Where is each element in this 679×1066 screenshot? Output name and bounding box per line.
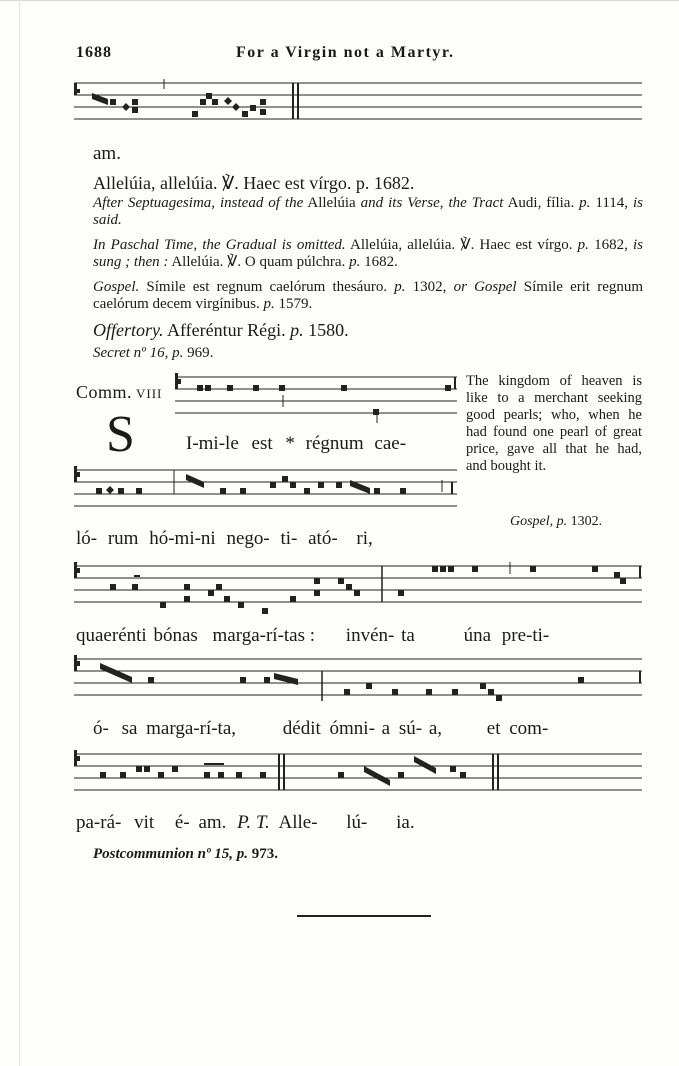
page-edge-left	[19, 0, 20, 1066]
chant-staff-2	[74, 466, 457, 516]
rubric-chant-name: fília.	[546, 195, 575, 211]
rubric-text: or Gospel	[453, 279, 517, 295]
lyric-syllable: am.	[198, 812, 227, 833]
rubric-label: Gospel.	[93, 279, 140, 295]
lyric-syllable: pre-ti-	[501, 625, 550, 646]
rubric-chant-name: erit regnum caelórum decem virgínibus.	[93, 279, 644, 312]
secret-line	[93, 345, 213, 362]
rubric-chant-name: Allelúia, allelúia. ℣. Haec est	[350, 237, 533, 253]
lyric-syllable: cae-	[374, 433, 407, 454]
rubric-gospel	[75, 279, 643, 313]
lyric-syllable: ta	[401, 625, 415, 646]
page-ref-number: 1579.	[278, 296, 313, 312]
translation-text: The kingdom of heaven is like to a merchant seeking good pearls; who, when he had found one pearl of great price, gave all that he had, and bought it.	[466, 373, 642, 474]
rubric-chant-name: vírgo.	[537, 237, 573, 253]
lyric-syllable: a	[381, 718, 391, 739]
running-head	[76, 44, 642, 68]
lyric-syllable: régnum	[305, 433, 364, 454]
rubric-chant-name: Símile est regnum caelórum thesáuro.	[146, 279, 388, 295]
rubric-text: and its Verse, the Tract	[360, 195, 504, 211]
lyric-syllable: vit	[134, 812, 155, 833]
chant-staff-5	[74, 750, 642, 804]
postcommunion-line	[93, 846, 278, 863]
lyric-syllable: ri,	[356, 528, 373, 549]
lyric-syllable: bónas	[153, 625, 198, 646]
page-ref-p: p.	[263, 296, 275, 312]
lyric-syllable: hó-mi-ni	[149, 528, 216, 549]
translation-reference	[510, 514, 602, 530]
lyric-syllable: ti-	[280, 528, 298, 549]
lyric-syllable: é-	[174, 812, 190, 833]
rubric-after-septuagesima	[75, 195, 643, 229]
lyric-syllable: I-mi-le	[186, 433, 239, 454]
communion-label	[76, 382, 162, 403]
lyric-syllable: marga-rí-tas :	[212, 625, 316, 646]
page-ref-p: p.	[556, 514, 568, 529]
lyric-syllable: am.	[93, 143, 121, 164]
lyric-syllable: marga-rí-ta,	[146, 718, 237, 739]
page-ref-p: p.	[349, 254, 361, 270]
postcommunion-label: Postcommunion nº 15,	[93, 846, 233, 862]
page-ref-number: 1114,	[595, 195, 629, 211]
lyric-syllable: rum	[107, 528, 139, 549]
page-number: 1688	[76, 44, 112, 61]
offertory-text: Afferéntur Régi.	[167, 320, 286, 340]
rubric-chant-name: Allelúia	[307, 195, 356, 211]
rubric-text: is said.	[93, 195, 644, 228]
page-ref-number: 1682.	[364, 254, 398, 270]
page-ref-number: 973.	[251, 846, 278, 862]
running-title: For a Virgin not a Martyr.	[236, 44, 455, 61]
rubric-chant-name: Audi,	[507, 195, 542, 211]
lyric-syllable: ó-	[93, 718, 109, 739]
lyric-syllable: invén-	[345, 625, 395, 646]
alleluia-line: Allelúia, allelúia. ℣. Haec est vírgo. p. 1682.	[93, 173, 415, 193]
page-ref-p: p.	[577, 237, 589, 253]
lyric-syllable: ló-	[76, 528, 98, 549]
rubric-chant-name: Allelúia. ℣. O quam púlchra.	[171, 254, 346, 270]
page-ref-number: 969.	[187, 345, 214, 361]
page-ref-number: 1580.	[308, 320, 349, 340]
page-ref-p: p.	[172, 345, 184, 361]
lyric-syllable: ató-	[308, 528, 338, 549]
lyric-syllable: com-	[509, 718, 549, 739]
page-ref-p: p.	[236, 846, 248, 862]
rubric-text: is sung ; then :	[93, 237, 643, 270]
rubric-text: In Paschal Time, the Gradual is omitted.	[93, 237, 346, 253]
lyric-line-4	[93, 718, 548, 740]
lyric-syllable: nego-	[226, 528, 270, 549]
lyric-syllable: est	[251, 433, 273, 454]
lyric-syllable: pa-rá-	[76, 812, 122, 833]
rubric-chant-name: Símile	[523, 279, 563, 295]
chant-staff-4	[74, 655, 642, 709]
section-end-rule	[297, 915, 431, 917]
chant-staff-3	[74, 562, 642, 616]
lyric-syllable: sú-	[398, 718, 423, 739]
page-ref-p: p.	[290, 320, 304, 340]
drop-initial: S	[106, 406, 135, 463]
page-ref-number: 1682,	[594, 237, 628, 253]
lyric-syllable: lú-	[346, 812, 368, 833]
rubric-text: After Septuagesima, instead of the	[93, 195, 304, 211]
lyric-line-1	[186, 433, 406, 455]
paschal-time-marker: P. T.	[237, 812, 270, 833]
translation-ref-label: Gospel,	[510, 514, 554, 529]
lyric-line-2	[76, 528, 373, 550]
chant-staff-0	[74, 79, 642, 129]
lyric-line-0	[93, 143, 121, 165]
chant-staff-1	[175, 373, 457, 423]
lyric-syllable: a,	[428, 718, 443, 739]
secret-label: Secret nº 16,	[93, 345, 169, 361]
page-ref-number: 1302,	[412, 279, 447, 295]
offertory-line	[93, 319, 643, 341]
page-ref-p: p.	[579, 195, 591, 211]
lyric-line-3	[76, 625, 549, 647]
offertory-label: Offertory.	[93, 320, 164, 340]
communion-title: Comm.	[76, 382, 133, 402]
lyric-asterisk: *	[285, 433, 295, 454]
rubric-paschal-time	[75, 237, 643, 271]
lyric-syllable: et	[486, 718, 501, 739]
lyric-syllable: úna	[463, 625, 491, 646]
page-ref-p: p.	[394, 279, 406, 295]
communion-mode: VIII	[136, 386, 163, 401]
page-edge-top	[0, 0, 679, 1]
lyric-syllable: ia.	[396, 812, 415, 833]
lyric-syllable: ómni-	[329, 718, 375, 739]
lyric-syllable: dédit	[282, 718, 321, 739]
lyric-syllable: Alle-	[278, 812, 318, 833]
lyric-syllable: quaerénti	[76, 625, 147, 646]
page-ref-number: 1302.	[570, 514, 603, 529]
lyric-syllable: sa	[121, 718, 138, 739]
lyric-line-5	[76, 812, 415, 834]
